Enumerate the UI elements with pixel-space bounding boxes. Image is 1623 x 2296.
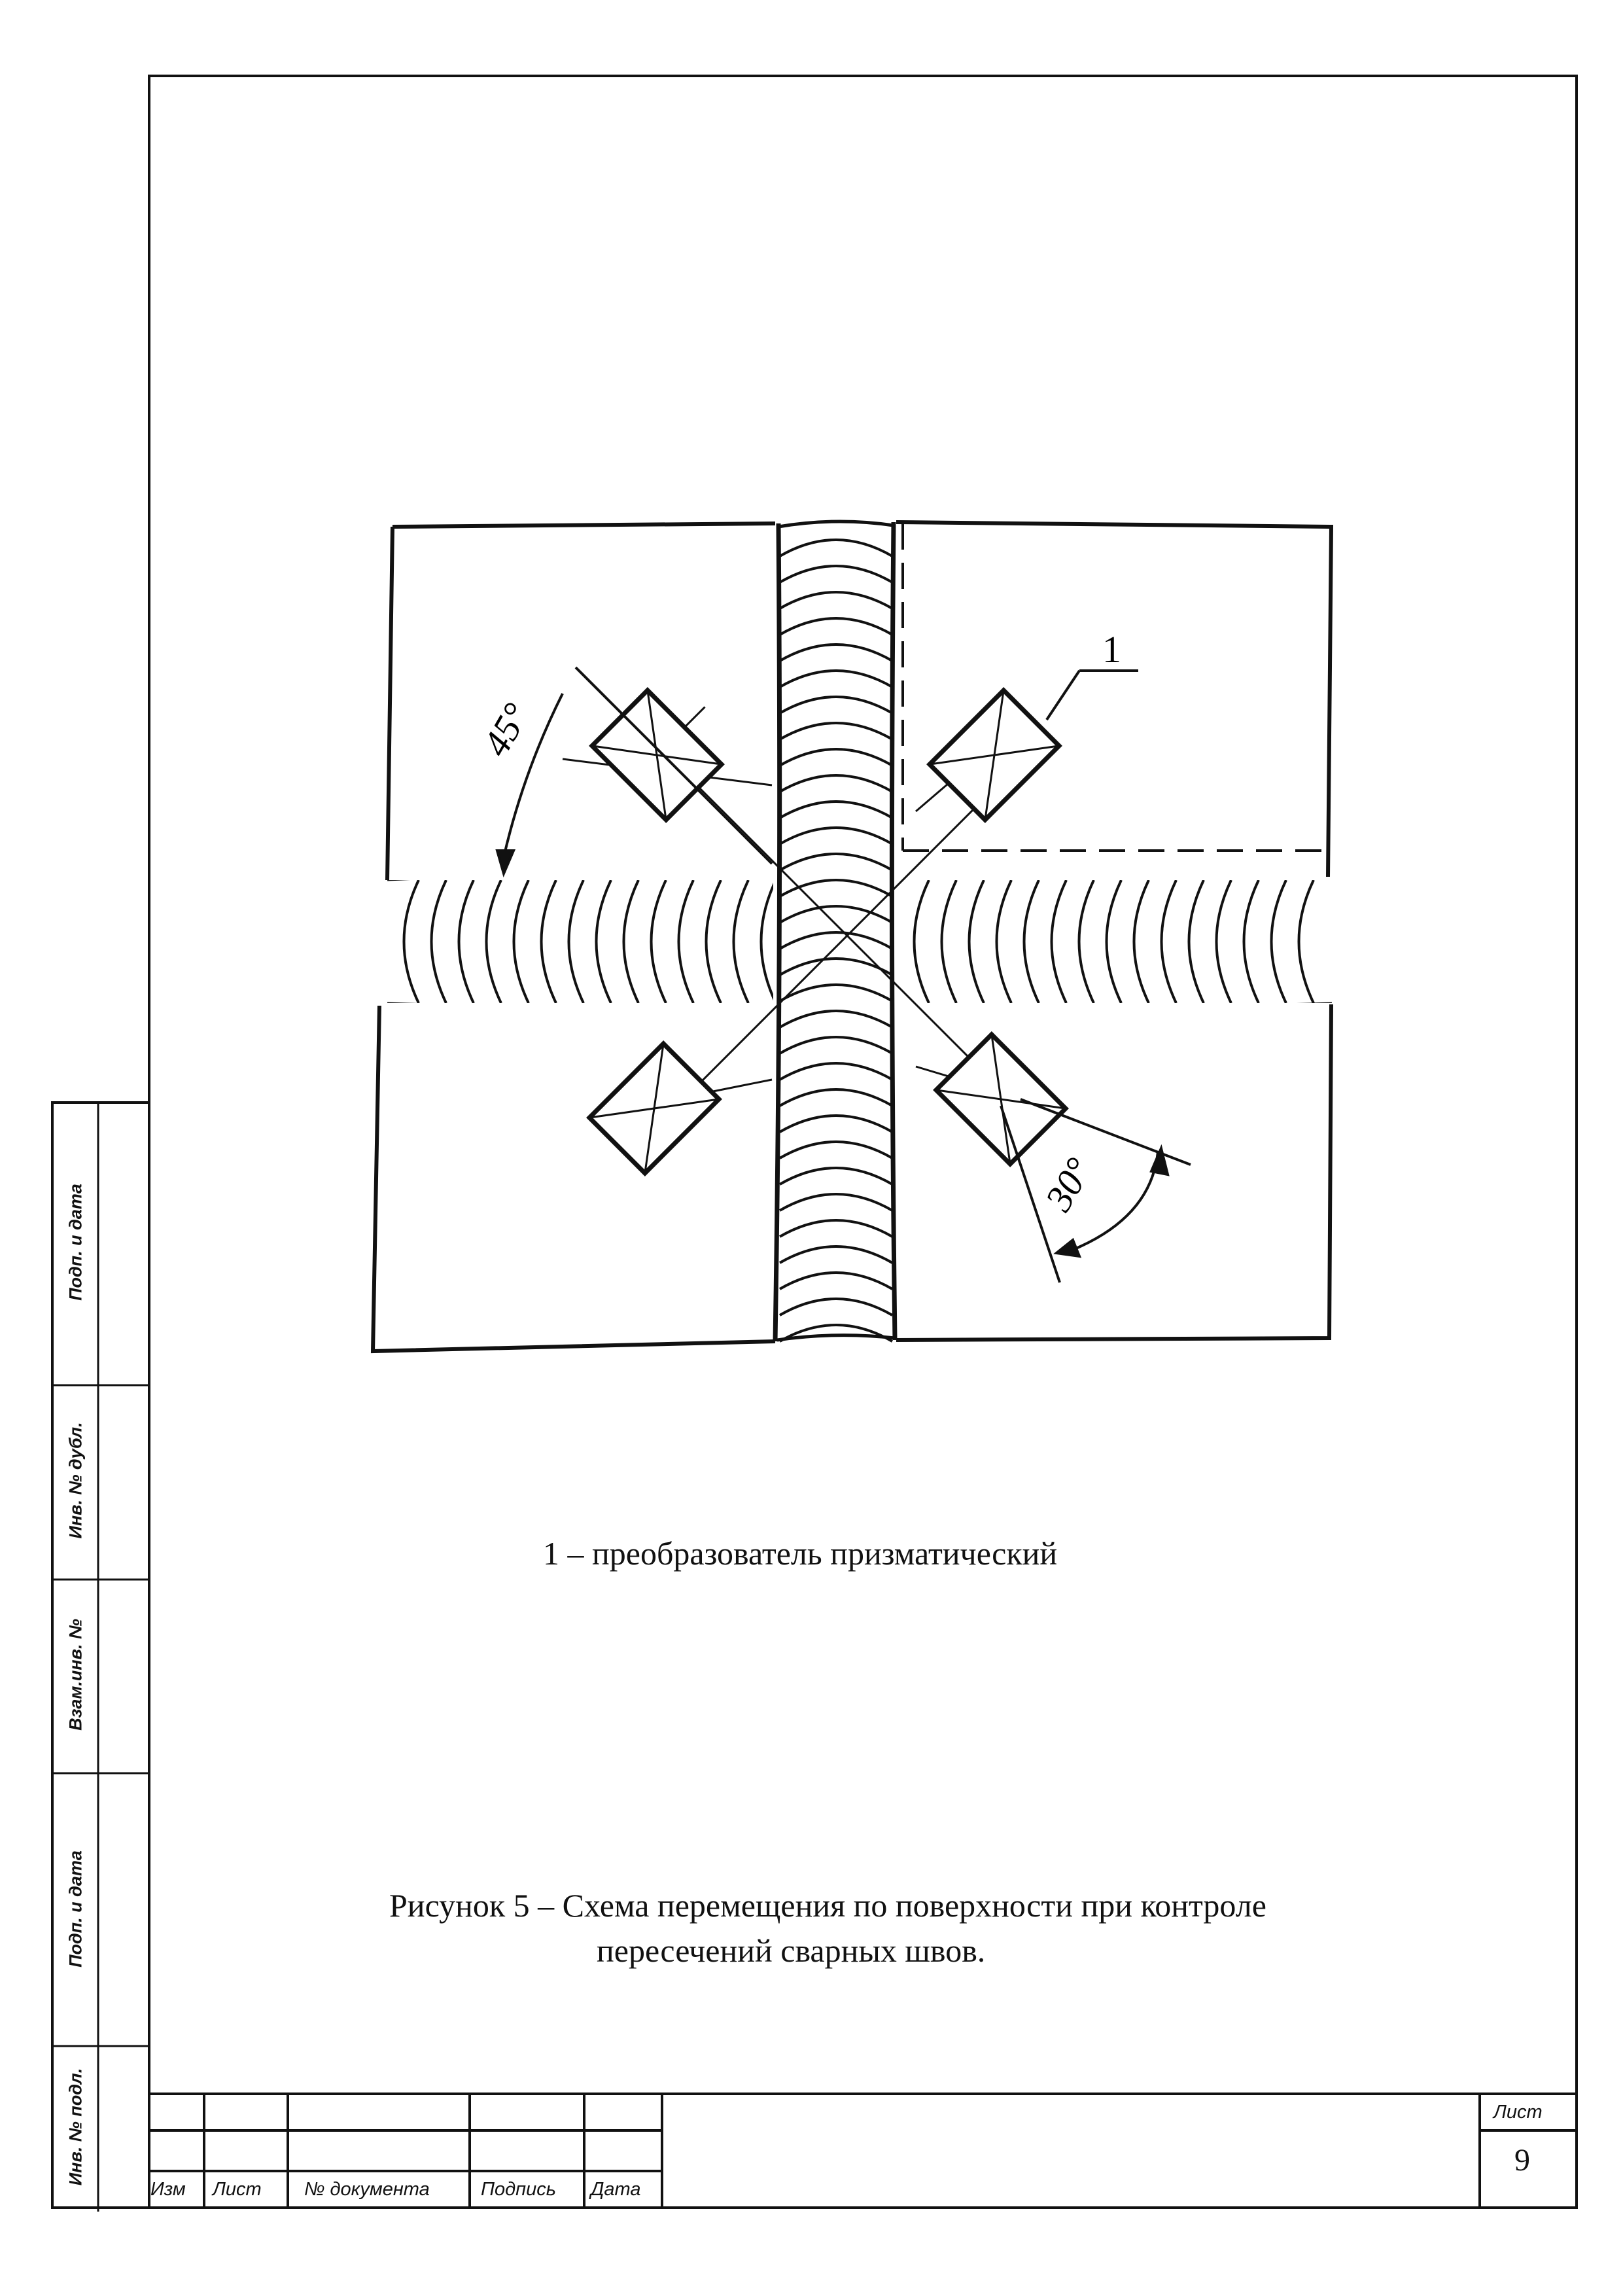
stamp-label-sign-date-2: Подп. и дата xyxy=(65,1850,86,1968)
stamp-label-replace-inv: Взам.инв. № xyxy=(65,1619,86,1731)
callout-number: 1 xyxy=(1102,628,1121,671)
legend-item: 1 – преобразователь призматический xyxy=(543,1535,1058,1572)
figure-caption-line1: Рисунок 5 – Схема перемещения по поверхности при контроле xyxy=(389,1887,1266,1924)
title-col-doc: № документа xyxy=(304,2179,430,2200)
title-col-sign: Подпись xyxy=(481,2179,557,2200)
stamp-label-dup-inv: Инв. № дубл. xyxy=(65,1422,86,1539)
title-col-izm: Изм xyxy=(150,2179,186,2200)
title-col-date: Дата xyxy=(591,2179,641,2200)
angle-bottom-label: 30° xyxy=(1036,1150,1100,1218)
angle-top-label: 45° xyxy=(474,696,538,764)
title-col-list: Лист xyxy=(213,2179,262,2200)
stamp-label-sign-date-1: Подп. и дата xyxy=(65,1184,86,1301)
sheet-label: Лист xyxy=(1493,2102,1543,2123)
figure-caption-line2: пересечений сварных швов. xyxy=(597,1932,986,1969)
sheet-number: 9 xyxy=(1514,2143,1530,2178)
stamp-label-orig-inv: Инв. № подл. xyxy=(65,2068,86,2186)
